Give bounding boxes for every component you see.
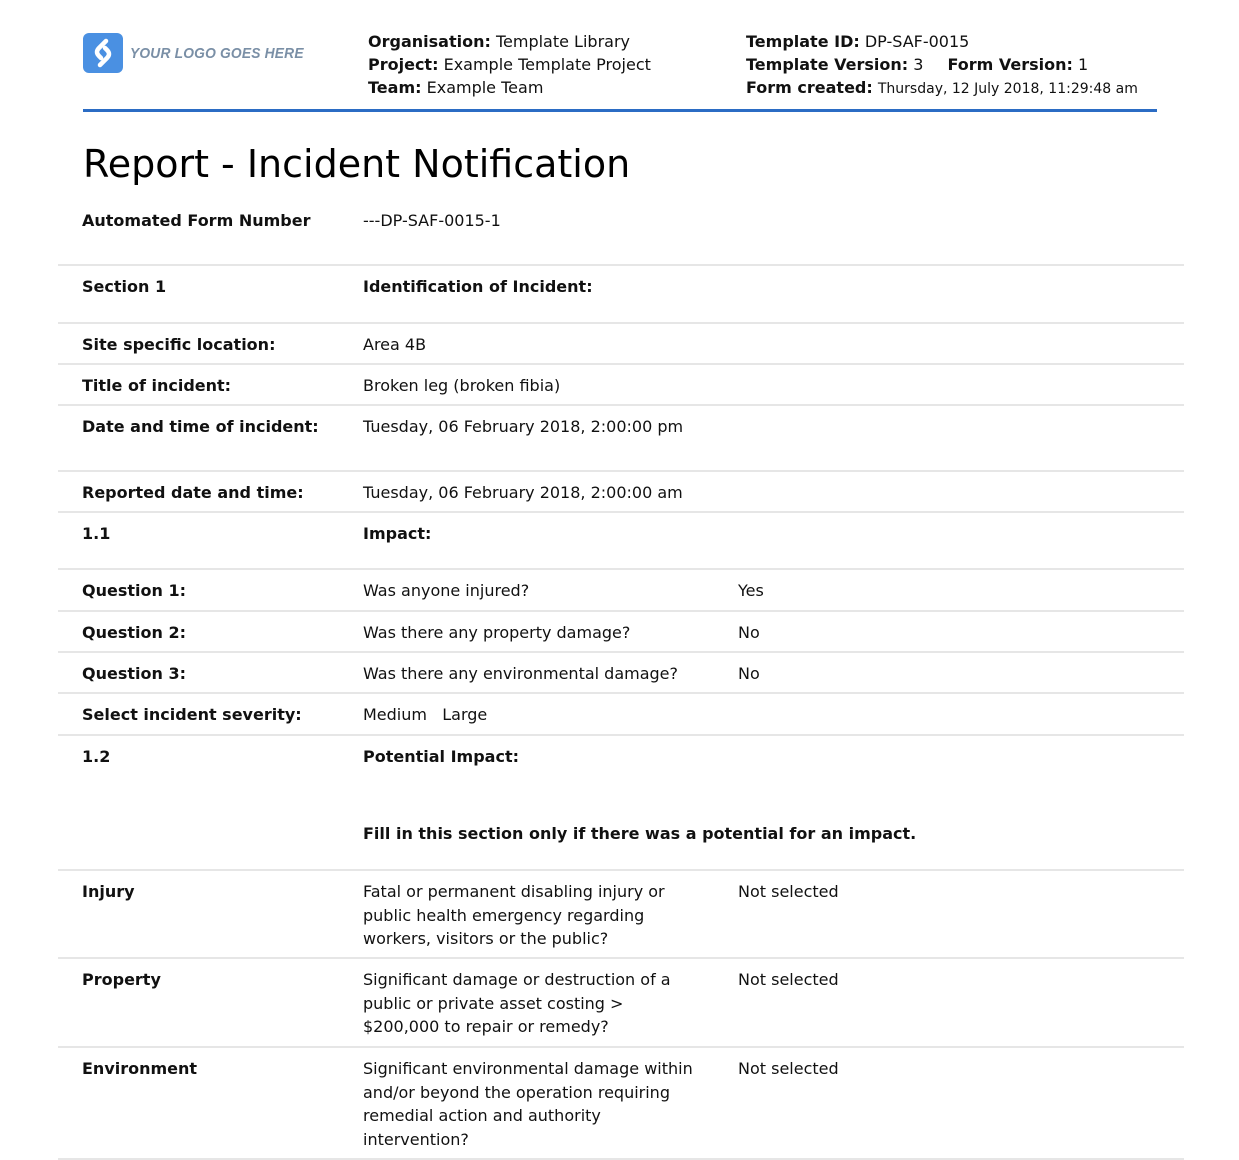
organisation-meta [368,30,651,99]
row-value: ---DP-SAF-0015-1 [363,211,501,230]
section-heading: Identification of Incident: [363,277,593,296]
section-heading: Impact: [363,524,432,543]
row-value: Was there any environmental damage? [363,664,679,683]
row-label: 1.2 [82,747,111,766]
row-label: Select incident severity: [82,705,302,724]
row-answer: Yes [738,581,764,600]
organisation-line [368,30,651,53]
table-row [58,871,1184,959]
row-value: Significant environmental damage within and/or beyond the operation requiring remedial action and authority intervention? [363,1059,693,1149]
row-label: Section 1 [82,277,167,296]
form-created-value: Thursday, 12 July 2018, 11:29:48 am [877,81,1138,97]
template-id-line [746,30,1138,53]
row-label: Question 3: [82,664,186,683]
row-value: Broken leg (broken fibia) [363,376,561,395]
form-created-label: Form created: [746,78,873,97]
organisation-value: Template Library [495,32,630,51]
section-note: Fill in this section only if there was a potential for an impact. [363,824,917,843]
row-label: Question 2: [82,623,186,642]
template-id-label: Template ID: [746,32,860,51]
table-row [58,694,1184,736]
company-logo [83,33,319,73]
row-value: Was anyone injured? [363,581,530,600]
row-label: Injury [82,882,135,901]
section-row [58,513,1184,570]
table-row [58,365,1184,406]
organisation-label: Organisation: [368,32,491,51]
form-version-value: 1 [1077,55,1089,74]
row-label: Question 1: [82,581,186,600]
row-label: Environment [82,1059,198,1078]
table-row [58,472,1184,513]
section-row [58,266,1184,324]
template-id-value: DP-SAF-0015 [864,32,970,51]
row-value: Fatal or permanent disabling injury or public health emergency regarding workers, visitors or the public? [363,882,665,948]
table-row [58,200,1184,266]
template-meta [746,30,1138,101]
version-line [746,53,1138,76]
logo-text: YOUR LOGO GOES HERE [130,44,304,62]
row-value: Significant damage or destruction of a public or private asset costing > $200,000 to repair or remedy? [363,970,671,1036]
row-value: Tuesday, 06 February 2018, 2:00:00 am [363,483,683,502]
row-answer: Not selected [738,970,839,989]
team-line [368,76,651,99]
header-divider [83,109,1157,112]
row-answer: Not selected [738,882,839,901]
row-value: Area 4B [363,335,427,354]
table-row [58,612,1184,653]
table-row [58,570,1184,612]
table-row [58,406,1184,472]
project-value: Example Template Project [443,55,651,74]
table-row [58,1048,1184,1160]
row-label: Site specific location: [82,335,276,354]
report-header [83,30,1157,110]
row-label: Automated Form Number [82,211,311,230]
row-value: Tuesday, 06 February 2018, 2:00:00 pm [363,417,684,436]
table-row [58,653,1184,694]
project-label: Project: [368,55,439,74]
severity-value: Medium Large [363,705,488,724]
row-label: Date and time of incident: [82,417,319,436]
row-label: Title of incident: [82,376,232,395]
row-label: Reported date and time: [82,483,304,502]
form-created-line [746,76,1138,101]
row-answer: No [738,623,760,642]
project-line [368,53,651,76]
logo-mark-icon [83,33,123,73]
table-row [58,324,1184,365]
row-answer: No [738,664,760,683]
template-version-label: Template Version: [746,55,909,74]
row-value: Was there any property damage? [363,623,631,642]
form-table [58,200,1184,1160]
team-label: Team: [368,78,422,97]
section-row [58,736,1184,871]
row-answer: Not selected [738,1059,839,1078]
template-version-value: 3 [913,55,924,74]
row-label: Property [82,970,161,989]
form-version-label: Form Version: [947,55,1073,74]
table-row [58,959,1184,1048]
section-heading: Potential Impact: [363,747,519,766]
team-value: Example Team [426,78,544,97]
page-title: Report - Incident Notification [83,142,631,186]
row-label: 1.1 [82,524,111,543]
